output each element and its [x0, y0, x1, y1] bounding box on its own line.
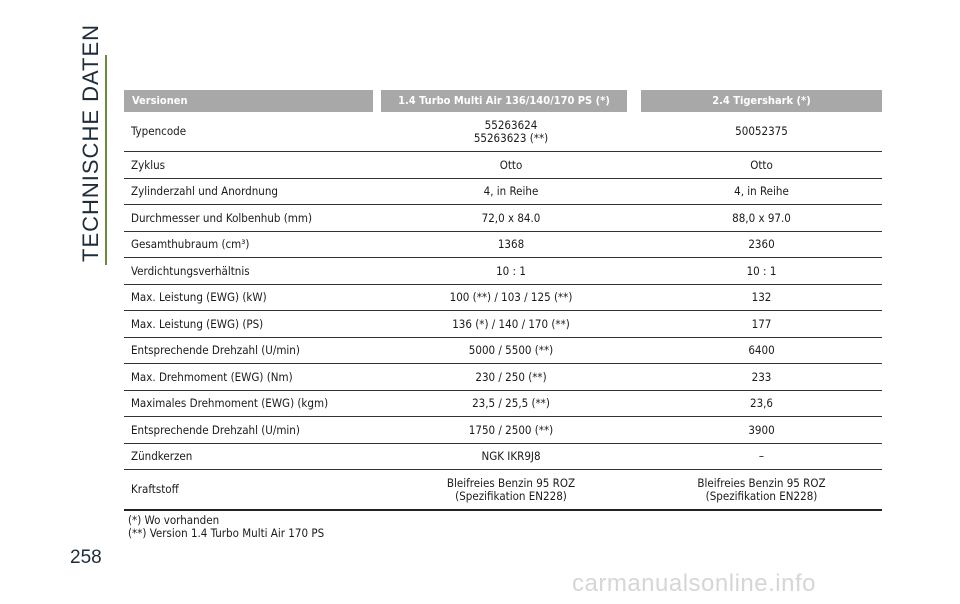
- table-row: [124, 443, 882, 470]
- header-engine-1: 1.4 Turbo Multi Air 136/140/170 PS (*): [381, 90, 641, 112]
- table-cell-v2: 132: [641, 284, 882, 311]
- table-row: [124, 284, 882, 311]
- table-row: [124, 390, 882, 417]
- table-cell-v1: 10 : 1: [381, 258, 641, 285]
- table-cell-label: Typencode: [124, 112, 381, 152]
- table-cell-v2: 50052375: [641, 112, 882, 152]
- table-cell-v2: 177: [641, 311, 882, 338]
- table-cell-v2: 23,6: [641, 390, 882, 417]
- table-row: [124, 470, 882, 511]
- table-row: [124, 178, 882, 205]
- table-cell-label: Zündkerzen: [124, 443, 381, 470]
- table-cell-v2: 88,0 x 97.0: [641, 205, 882, 232]
- table-cell-v1: 72,0 x 84.0: [381, 205, 641, 232]
- footnote: (**) Version 1.4 Turbo Multi Air 170 PS: [128, 526, 325, 540]
- table-cell-v1: NGK IKR9J8: [381, 443, 641, 470]
- table-cell-label: Maximales Drehmoment (EWG) (kgm): [124, 390, 381, 417]
- table-cell-v1: Bleifreies Benzin 95 ROZ (Spezifikation EN228): [381, 470, 641, 511]
- table-cell-v1: 55263624 55263623 (**): [381, 112, 641, 152]
- table-row: [124, 337, 882, 364]
- table-cell-label: Max. Drehmoment (EWG) (Nm): [124, 364, 381, 391]
- footnote: (*) Wo vorhanden: [128, 513, 220, 527]
- table-row: [124, 417, 882, 444]
- watermark: carmanualsonline.info: [572, 570, 816, 597]
- table-cell-label: Gesamthubraum (cm³): [124, 231, 381, 258]
- table-row: [124, 258, 882, 285]
- table-cell-v1: 4, in Reihe: [381, 178, 641, 205]
- table-cell-v1: 1750 / 2500 (**): [381, 417, 641, 444]
- table-cell-v1: 230 / 250 (**): [381, 364, 641, 391]
- spec-table: [124, 90, 882, 511]
- section-title: TECHNISCHE DATEN: [78, 23, 103, 262]
- table-cell-v2: 10 : 1: [641, 258, 882, 285]
- table-cell-label: Verdichtungsverhältnis: [124, 258, 381, 285]
- table-row: [124, 152, 882, 179]
- table-row: [124, 112, 882, 152]
- table-cell-v1: 5000 / 5500 (**): [381, 337, 641, 364]
- table-cell-v1: 23,5 / 25,5 (**): [381, 390, 641, 417]
- table-cell-v2: Bleifreies Benzin 95 ROZ (Spezifikation EN228): [641, 470, 882, 511]
- page-number: 258: [70, 547, 102, 568]
- table-row: [124, 231, 882, 258]
- table-cell-label: Zyklus: [124, 152, 381, 179]
- table-row: [124, 364, 882, 391]
- table-cell-v2: 6400: [641, 337, 882, 364]
- footnotes: [128, 514, 324, 540]
- header-versions: Versionen: [124, 90, 381, 112]
- section-divider: [105, 55, 107, 265]
- table-cell-label: Kraftstoff: [124, 470, 381, 511]
- table-cell-v1: Otto: [381, 152, 641, 179]
- table-cell-v2: 3900: [641, 417, 882, 444]
- table-cell-label: Max. Leistung (EWG) (PS): [124, 311, 381, 338]
- table-cell-v2: 4, in Reihe: [641, 178, 882, 205]
- table-cell-v1: 1368: [381, 231, 641, 258]
- table-cell-label: Max. Leistung (EWG) (kW): [124, 284, 381, 311]
- table-cell-v2: 233: [641, 364, 882, 391]
- table-row: [124, 311, 882, 338]
- table-cell-label: Entsprechende Drehzahl (U/min): [124, 337, 381, 364]
- header-engine-2: 2.4 Tigershark (*): [641, 90, 882, 112]
- table-cell-v2: –: [641, 443, 882, 470]
- table-cell-v1: 136 (*) / 140 / 170 (**): [381, 311, 641, 338]
- table-cell-label: Zylinderzahl und Anordnung: [124, 178, 381, 205]
- table-cell-v2: Otto: [641, 152, 882, 179]
- table-cell-label: Entsprechende Drehzahl (U/min): [124, 417, 381, 444]
- table-cell-v1: 100 (**) / 103 / 125 (**): [381, 284, 641, 311]
- table-cell-label: Durchmesser und Kolbenhub (mm): [124, 205, 381, 232]
- table-cell-v2: 2360: [641, 231, 882, 258]
- table-row: [124, 205, 882, 232]
